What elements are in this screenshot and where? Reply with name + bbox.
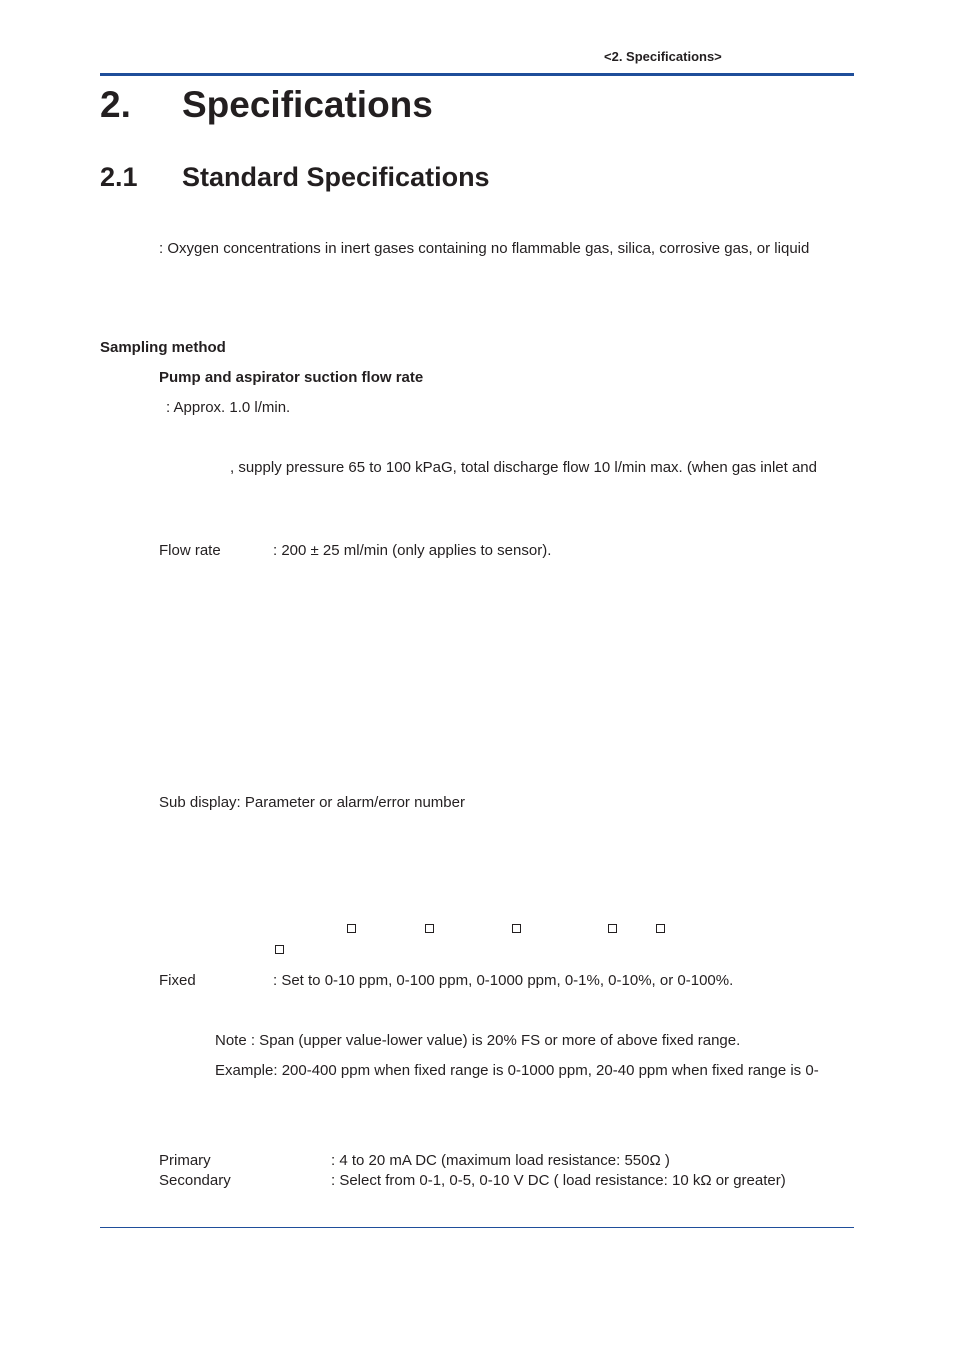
sub-display-text: Sub display: Parameter or alarm/error number xyxy=(159,794,465,811)
checkbox-icon xyxy=(512,924,521,933)
secondary-label: Secondary xyxy=(159,1172,231,1189)
running-header: <2. Specifications> xyxy=(604,49,722,64)
span-example: Example: 200-400 ppm when fixed range is 0-1000 ppm, 20-40 ppm when fixed range is 0- xyxy=(215,1062,819,1079)
measured-object-text: : Oxygen concentrations in inert gases containing no flammable gas, silica, corrosive gas, or liquid xyxy=(159,240,810,257)
sampling-method-heading: Sampling method xyxy=(100,339,226,356)
chapter-title: Specifications xyxy=(182,84,433,125)
section-title: Standard Specifications xyxy=(182,162,490,192)
checkbox-icon xyxy=(425,924,434,933)
checkbox-icon xyxy=(275,945,284,954)
checkbox-icon xyxy=(656,924,665,933)
secondary-value: : Select from 0-1, 0-5, 0-10 V DC ( load resistance: 10 kΩ or greater) xyxy=(331,1172,786,1189)
header-rule xyxy=(100,73,854,76)
supply-pressure-text: , supply pressure 65 to 100 kPaG, total discharge flow 10 l/min max. (when gas inlet and xyxy=(230,459,817,476)
fixed-range-value: : Set to 0-10 ppm, 0-100 ppm, 0-1000 ppm, 0-1%, 0-10%, or 0-100%. xyxy=(273,972,734,989)
section-number: 2.1 xyxy=(100,162,138,192)
flow-rate-label: Flow rate xyxy=(159,542,221,559)
checkbox-icon xyxy=(608,924,617,933)
primary-value: : 4 to 20 mA DC (maximum load resistance: 550Ω ) xyxy=(331,1152,670,1169)
span-note: Note : Span (upper value-lower value) is 20% FS or more of above fixed range. xyxy=(215,1032,741,1049)
pump-flow-heading: Pump and aspirator suction flow rate xyxy=(159,369,424,386)
fixed-label: Fixed xyxy=(159,972,196,989)
flow-rate-value: : 200 ± 25 ml/min (only applies to sensor). xyxy=(273,542,552,559)
footer-rule xyxy=(100,1227,854,1228)
chapter-number: 2. xyxy=(100,84,131,125)
checkbox-icon xyxy=(347,924,356,933)
approx-flow-text: : Approx. 1.0 l/min. xyxy=(166,399,291,416)
primary-label: Primary xyxy=(159,1152,211,1169)
